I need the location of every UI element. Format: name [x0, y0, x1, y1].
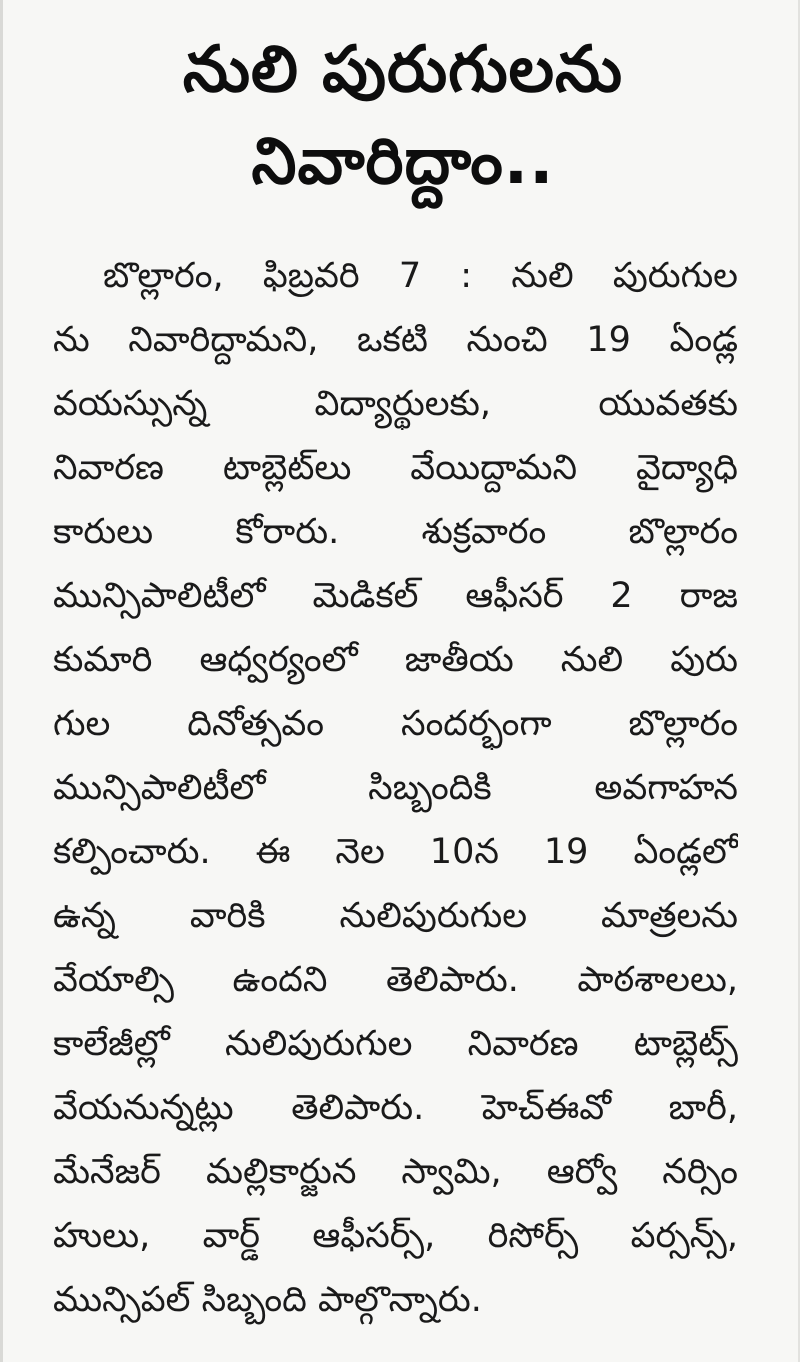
- body-line: మున్సిపాలిటీలో మెడికల్ ఆఫీసర్ 2 రాజ: [53, 576, 738, 616]
- body-line: ఉన్న వారికి నులిపురుగుల మాత్రలను: [53, 896, 738, 936]
- body-line: వయస్సున్న విద్యార్థులకు, యువతకు: [53, 384, 738, 424]
- body-line: వేయనున్నట్లు తెలిపారు. హెచ్ఈవో బారీ,: [53, 1088, 738, 1128]
- body-line: కాలేజీల్లో నులిపురుగుల నివారణ టాబ్లెట్స్: [53, 1024, 738, 1064]
- body-line: నివారణ టాబ్లెట్‌లు వేయిద్దామని వైద్యాధి: [53, 448, 738, 488]
- body-line: ను నివారిద్దామని, ఒకటి నుంచి 19 ఏండ్ల: [53, 320, 738, 360]
- body-line: వేయాల్సి ఉందని తెలిపారు. పాఠశాలలు,: [53, 960, 738, 1000]
- body-line: హులు, వార్డ్ ఆఫీసర్స్, రిసోర్స్ పర్సన్స్,: [53, 1216, 738, 1256]
- body-line: మేనేజర్ మల్లికార్జున స్వామి, ఆర్వో నర్సిం: [53, 1152, 738, 1192]
- headline-line-2: నివారిద్దాం..: [251, 125, 555, 199]
- headline-line-1: నులి పురుగులను: [182, 33, 624, 107]
- body-line: మున్సిపల్ సిబ్బంది పాల్గొన్నారు.: [53, 1280, 482, 1320]
- body-line: బొల్లారం, ఫిబ్రవరి 7 : నులి పురుగుల: [103, 256, 738, 296]
- body-line: గుల దినోత్సవం సందర్భంగా బొల్లారం: [53, 704, 738, 744]
- body-line: కుమారి ఆధ్వర్యంలో జాతీయ నులి పురు: [53, 640, 738, 680]
- body-line: కల్పించారు. ఈ నెల 10న 19 ఏండ్లలో: [53, 832, 738, 872]
- body-line: కారులు కోరారు. శుక్రవారం బొల్లారం: [53, 512, 738, 552]
- body-line: మున్సిపాలిటీలో సిబ్బందికి అవగాహన: [53, 768, 738, 808]
